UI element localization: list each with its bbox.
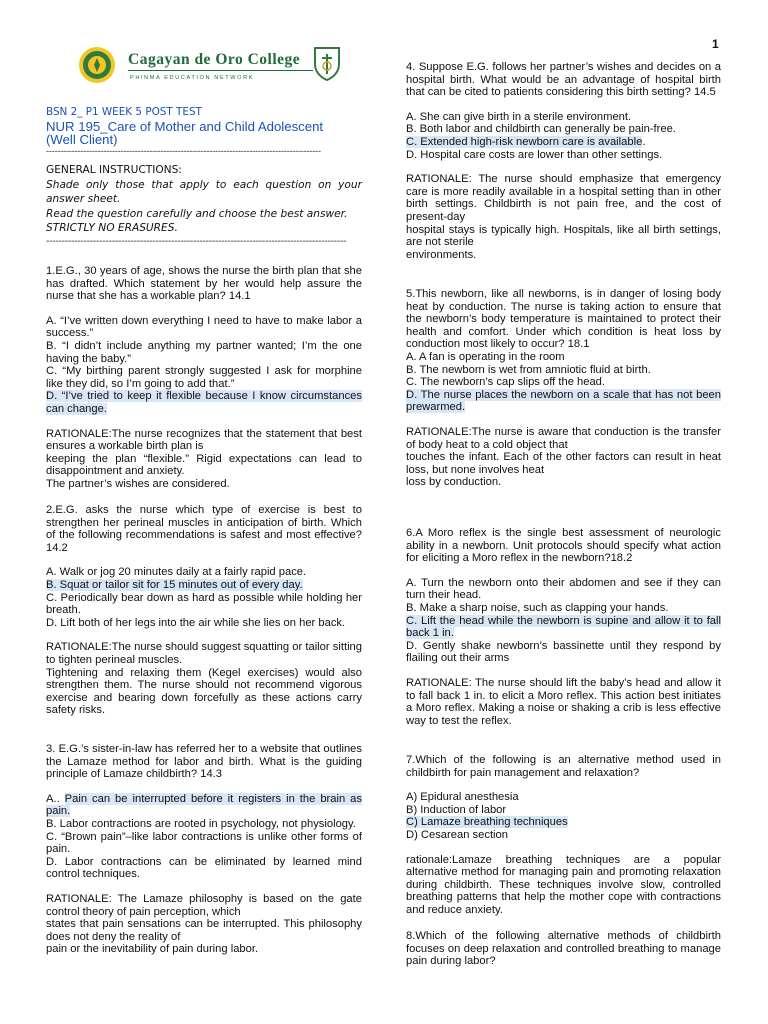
option-a: A. Walk or jog 20 minutes daily at a fairly rapid pace.: [46, 566, 307, 579]
question-8: [406, 930, 721, 968]
option-c-highlighted: [406, 816, 721, 829]
answer-highlight: D. “I’ve tried to keep it flexible because I know circumstances can change.: [46, 390, 362, 415]
instructions-title: GENERAL INSTRUCTIONS:: [46, 164, 182, 176]
rationale-line2: keeping the plan “flexible.” Rigid expectations can lead to disappointment and anxiety.: [46, 452, 362, 478]
college-name: Cagayan de Oro College: [128, 51, 301, 68]
option-a: A. “I’ve written down everything I need to have to make labor a success.”: [46, 314, 362, 340]
option-d-highlighted: [46, 390, 362, 415]
answer-highlight: C. Lift the head while the newborn is supine and allow it to fall back 1 in.: [406, 614, 721, 640]
rationale-line1: RATIONALE:The nurse should suggest squatting or tailor sitting to tighten perineal muscles.: [46, 641, 362, 666]
college-seal-icon: [78, 46, 116, 84]
question-text: 5.This newborn, like all newborns, is in danger of losing body heat by conduction. The nurse is taking action to ensure that the newborn’s body temperature is maintained to protect their health and comfort. Under which condition is heat loss by conduction most likely to occur? 18.1: [406, 288, 721, 351]
instructions-line3: STRICTLY NO ERASURES.: [46, 222, 178, 235]
answer-highlight: B. Squat or tailor sit for 15 minutes out of every day.: [46, 578, 303, 591]
option-b: B. “I didn’t include anything my partner wanted; I’m the one having the baby.”: [46, 339, 362, 365]
option-d: D) Cesarean section: [406, 828, 508, 841]
rationale-line3: The partner’s wishes are considered.: [46, 477, 230, 490]
option-b: B. The newborn is wet from amniotic fluid at birth.: [406, 363, 651, 376]
rationale-line2: hospital stays is typically high. Hospitals, like all birth settings, are not sterile: [406, 223, 721, 249]
college-header: [78, 46, 348, 86]
option-b: B. Both labor and childbirth can generally be pain-free.: [406, 123, 676, 136]
question-text: 3. E.G.’s sister-in-law has referred her to a website that outlines the Lamaze method for labor and birth. What is the guiding principle of Lamaze childbirth? 14.3: [46, 743, 362, 781]
shield-icon: [313, 46, 341, 82]
answer-highlight: C. Extended high-risk newborn care is available: [406, 135, 643, 148]
option-d: D. Hospital care costs are lower than other settings.: [406, 148, 663, 161]
option-a: A. Turn the newborn onto their abdomen and see if they can turn their head.: [406, 576, 721, 602]
option-d: D. Labor contractions can be eliminated by learned mind control techniques.: [46, 855, 362, 881]
question-6: [406, 527, 721, 727]
question-text: 6.A Moro reflex is the single best assessment of neurologic ability in a newborn. Unit protocols should specify what action for eliciting a Moro reflex in the newborn?18.2: [406, 527, 721, 565]
page-number: 1: [712, 37, 719, 51]
question-2: [46, 504, 362, 717]
question-1: [46, 265, 362, 491]
question-5: [406, 288, 721, 489]
rationale: RATIONALE: The nurse should lift the baby’s head and allow it to fall back 1 in. to elicit a Moro reflex. This action best initiates a Moro reflex. Making a noise or shaking a crib is less effective way to test the reflex.: [406, 676, 721, 727]
option-a-prefix: A..: [46, 792, 65, 805]
divider-top: ------------------------------------------------------------------------------------------------: [46, 146, 321, 157]
rationale-line1: RATIONALE:The nurse is aware that conduction is the transfer of body heat to a cold object that: [406, 425, 721, 451]
option-c-highlighted: [406, 136, 721, 149]
rationale-line3: pain or the inevitability of pain during labor.: [46, 943, 259, 956]
question-text: 1.E.G., 30 years of age, shows the nurse the birth plan that she has drafted. Which statement by her would help assure the nurse that she has a workable plan? 14.1: [46, 265, 362, 303]
course-name-line2: (Well Client): [46, 131, 118, 147]
rationale: rationale:Lamaze breathing techniques are a popular alternative method for managing pain and promoting relaxation during childbirth. These techniques involve slow, controlled breathing patterns that help the mother cope with contractions and reduce anxiety.: [406, 853, 721, 916]
course-name-line1: NUR 195_Care of Mother and Child Adolescent: [46, 118, 324, 134]
answer-highlight: Pain can be interrupted before it registers in the brain as pain.: [46, 792, 362, 818]
instructions-line2: Read the question carefully and choose the best answer.: [46, 207, 348, 220]
option-a-highlighted: [46, 793, 362, 818]
option-b-highlighted: [46, 579, 362, 592]
network-name: PHINMA EDUCATION NETWORK: [130, 75, 255, 81]
divider-bottom: ------------------------------------------------------------------------------------------------: [46, 235, 347, 247]
option-c: C. “My birthing parent strongly suggested I ask for morphine like they did, so I’m going to add that.”: [46, 365, 362, 390]
option-b: B. Make a sharp noise, such as clapping your hands.: [406, 601, 669, 614]
rationale-line3: loss by conduction.: [406, 476, 502, 489]
rationale-line1: RATIONALE: The Lamaze philosophy is based on the gate control theory of pain perception, which: [46, 892, 362, 918]
option-c: C. “Brown pain”–like labor contractions is unlike other forms of pain.: [46, 830, 362, 856]
general-instructions: [46, 163, 362, 248]
question-4: [406, 61, 721, 261]
answer-highlight: C) Lamaze breathing techniques: [406, 816, 568, 829]
option-c-end: .: [642, 135, 646, 148]
option-d: D. Gently shake newborn’s bassinette until they respond by flailing out their arms: [406, 639, 721, 665]
header-divider: [128, 70, 313, 71]
option-d-highlighted: [406, 389, 721, 414]
option-a: A. She can give birth in a sterile environment.: [406, 110, 632, 123]
rationale-line1: RATIONALE:The nurse recognizes that the statement that best ensures a workable birth plan is: [46, 427, 362, 453]
option-a: A. A fan is operating in the room: [406, 350, 565, 363]
question-text: 7.Which of the following is an alternative method used in childbirth for pain management and relaxation?: [406, 754, 721, 779]
answer-highlight: D. The nurse places the newborn on a scale that has not been prewarmed.: [406, 388, 721, 414]
question-text: 8.Which of the following alternative methods of childbirth focuses on deep relaxation and controlled breathing to manage pain during labor?: [406, 930, 721, 968]
option-b: B. Labor contractions are rooted in psychology, not physiology.: [46, 817, 356, 830]
option-c: C. The newborn’s cap slips off the head.: [406, 376, 606, 389]
course-name: [46, 120, 362, 146]
question-3: [46, 743, 362, 956]
question-7: [406, 754, 721, 917]
rationale-line2: states that pain sensations can be interrupted. This philosophy does not deny the reality of: [46, 918, 362, 943]
course-info: [46, 106, 362, 159]
question-text: 4. Suppose E.G. follows her partner’s wishes and decides on a hospital birth. What would be an advantage of hospital birth that can be cited to patients considering this birth setting? 14.5: [406, 61, 721, 99]
rationale-line2: Tightening and relaxing them (Kegel exercises) would also strengthen them. The nurse should not recommend vigorous exercise and bearing down forcefully as these actions carry safety risks.: [46, 666, 362, 717]
option-a: A) Epidural anesthesia: [406, 791, 519, 804]
option-d: D. Lift both of her legs into the air while she lies on her back.: [46, 616, 346, 629]
instructions-line1: Shade only those that apply to each question on your answer sheet.: [46, 178, 362, 206]
option-c: C. Periodically bear down as hard as possible while holding her breath.: [46, 591, 362, 617]
question-text: 2.E.G. asks the nurse which type of exercise is best to strengthen her perineal muscles in anticipation of birth. Which of the following recommendations is safest and most effective? 14.2: [46, 504, 362, 554]
rationale-line3: environments.: [406, 248, 477, 261]
rationale-line1: RATIONALE: The nurse should emphasize that emergency care is more readily available in a hospital setting than in other birth settings. Childbirth is not pain free, and the cost of present-day: [406, 173, 721, 223]
option-c-highlighted: [406, 615, 721, 640]
rationale-line2: touches the infant. Each of the other factors can result in heat loss, but none involves heat: [406, 451, 721, 476]
option-b: B) Induction of labor: [406, 803, 507, 816]
course-code: BSN 2_ P1 WEEK 5 POST TEST: [46, 106, 202, 118]
